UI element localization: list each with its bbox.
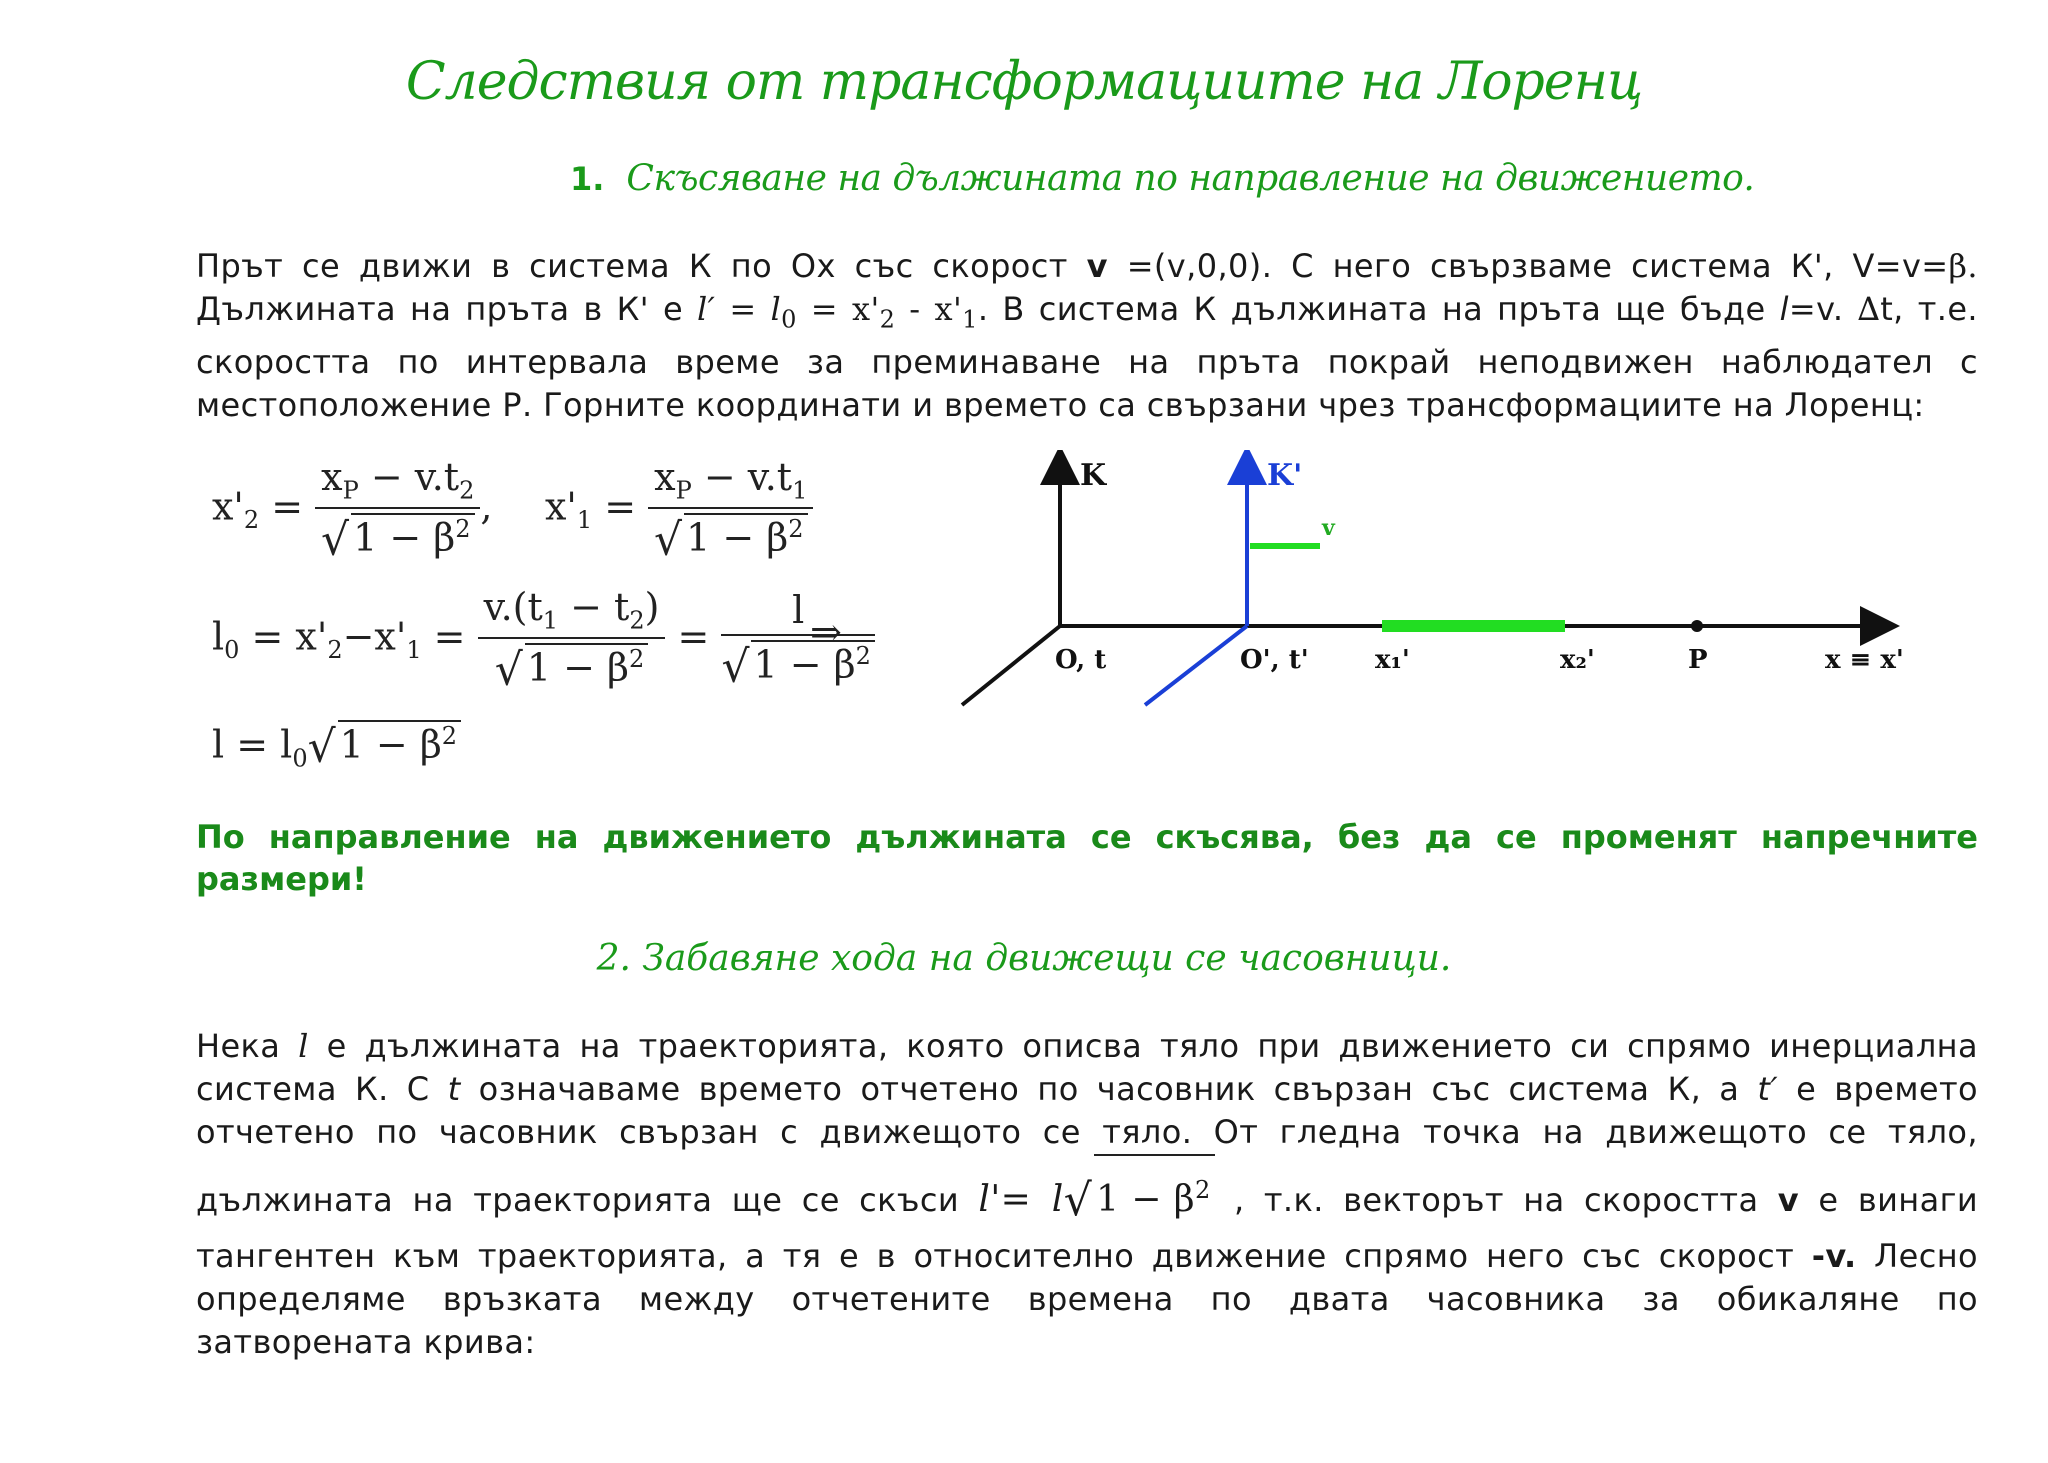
label-x2: x₂' [1560, 645, 1595, 675]
paragraph-1 [196, 245, 1978, 427]
label-k: K [1080, 458, 1107, 493]
para2-line3: отчетено по часовник свързан с движещото се тяло. От гледна точка на движещото се тяло, [196, 1113, 1978, 1151]
para2-line2: система К. С t означаваме времето отчетено по часовник свързан със система К, а t′ е времето [196, 1070, 1979, 1108]
para2-line4: дължината на траекторията ще се скъси l'= l√ $1 - \beta^2$ , т.к. векторът на скоростта v е винаги [196, 1154, 1978, 1235]
section-1-number: 1. [570, 160, 605, 198]
conclusion-text: По направление на движението дължината се скъсява, без да се променят напречните размери! [196, 818, 1978, 898]
para2-line7: затворената крива: [196, 1323, 536, 1361]
equation-x2: $x'_2$ = $\frac{x_P - v.t_2}{√ 1 - \beta^2}$ , [212, 455, 493, 566]
label-x1: x₁' [1375, 645, 1410, 675]
section-1-title: Скъсяване на дължината по направление на движението. [626, 158, 1755, 199]
paragraph-2 [196, 1025, 1978, 1364]
label-oprime: O', t' [1240, 645, 1309, 675]
para1-line3: скоростта по интервала време за преминаване на пръта покрай неподвижен наблюдател с [196, 343, 1978, 382]
para2-line1: Нека l е дължината на траекторията, която описва тяло при движението си спрямо инерциална [196, 1027, 1979, 1065]
label-p: P [1688, 645, 1708, 675]
para2-line5: тангентен към траекторията, а тя е в относително движение спрямо него със скорост -v. Лесно [196, 1237, 1978, 1275]
reference-frames-diagram [950, 450, 1930, 720]
label-v: v [1322, 515, 1335, 541]
para1-line2: Дължината на пръта в К' е $l' = l_0 = x'_2 - x'_1$. В система К дължината на пръта ще бъде l=v. ∆t, т.е. [196, 290, 1979, 334]
para1-line4: местоположение Р. Горните координати и времето са свързани чрез трансформациите на Лоренц: [196, 386, 1925, 425]
para1-line1: Прът се движи в система К по Ох със скорост v =(v,0,0). С него свързваме система К', V=v=β. [196, 247, 1978, 285]
kprime-diagonal [1145, 626, 1247, 705]
label-o: O, t [1055, 645, 1107, 675]
point-p [1691, 620, 1703, 632]
page-title: Следствия от трансформациите на Лоренц [405, 52, 1643, 112]
label-x: x ≡ x' [1825, 645, 1904, 675]
equation-l0: $l_0 = x'_2-x'_1$ = $\frac{v.(t_1 - t_2)}{√ 1 - \beta^2}$ = $\frac{l}{√ 1 - \beta^2}$ [212, 585, 875, 695]
implies-arrow: ⇒ [810, 610, 842, 654]
para2-line6: определяме връзката между отчетените времена по двата часовника за обикаляне по [196, 1280, 1978, 1318]
section-2-heading: 2. Забавяне хода на движещи се часовници. [596, 938, 1452, 979]
equation-l: $l = l_0√$ $1 - \beta^2$ [212, 720, 461, 773]
k-diagonal [962, 626, 1060, 705]
label-kprime: K' [1267, 458, 1303, 493]
equation-x1: $x'_1$ = $\frac{x_P - v.t_1}{√ 1 - \beta^2}$ [545, 455, 813, 565]
section-1-heading [570, 155, 1754, 199]
